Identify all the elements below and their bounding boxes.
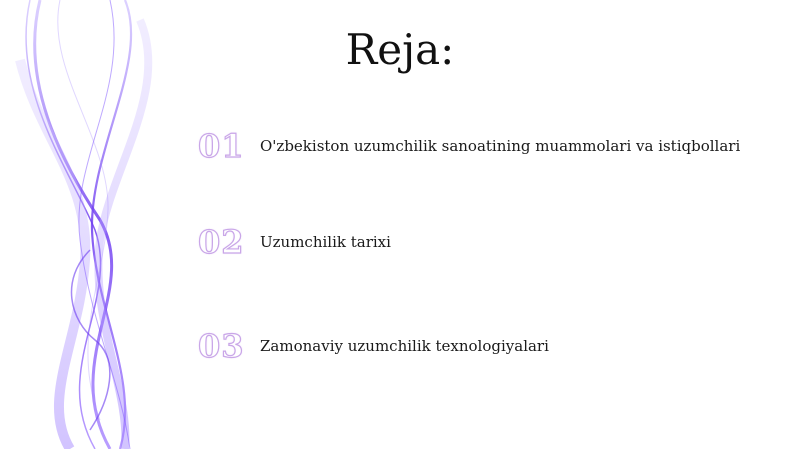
agenda-item [198,124,740,168]
agenda-item [198,324,549,368]
agenda-item-number: 03 [198,327,245,365]
agenda-item-text: Uzumchilik tarixi [260,233,391,251]
agenda-item-number: 01 [198,127,245,165]
agenda-item-text: O'zbekiston uzumchilik sanoatining muammolari va istiqbollari [260,137,741,155]
agenda-item [198,220,391,264]
smoke-wave-decoration [0,0,220,449]
agenda-item-text: Zamonaviy uzumchilik texnologiyalari [260,337,549,355]
slide-title: Reja: [345,25,455,74]
agenda-item-number: 02 [198,223,245,261]
